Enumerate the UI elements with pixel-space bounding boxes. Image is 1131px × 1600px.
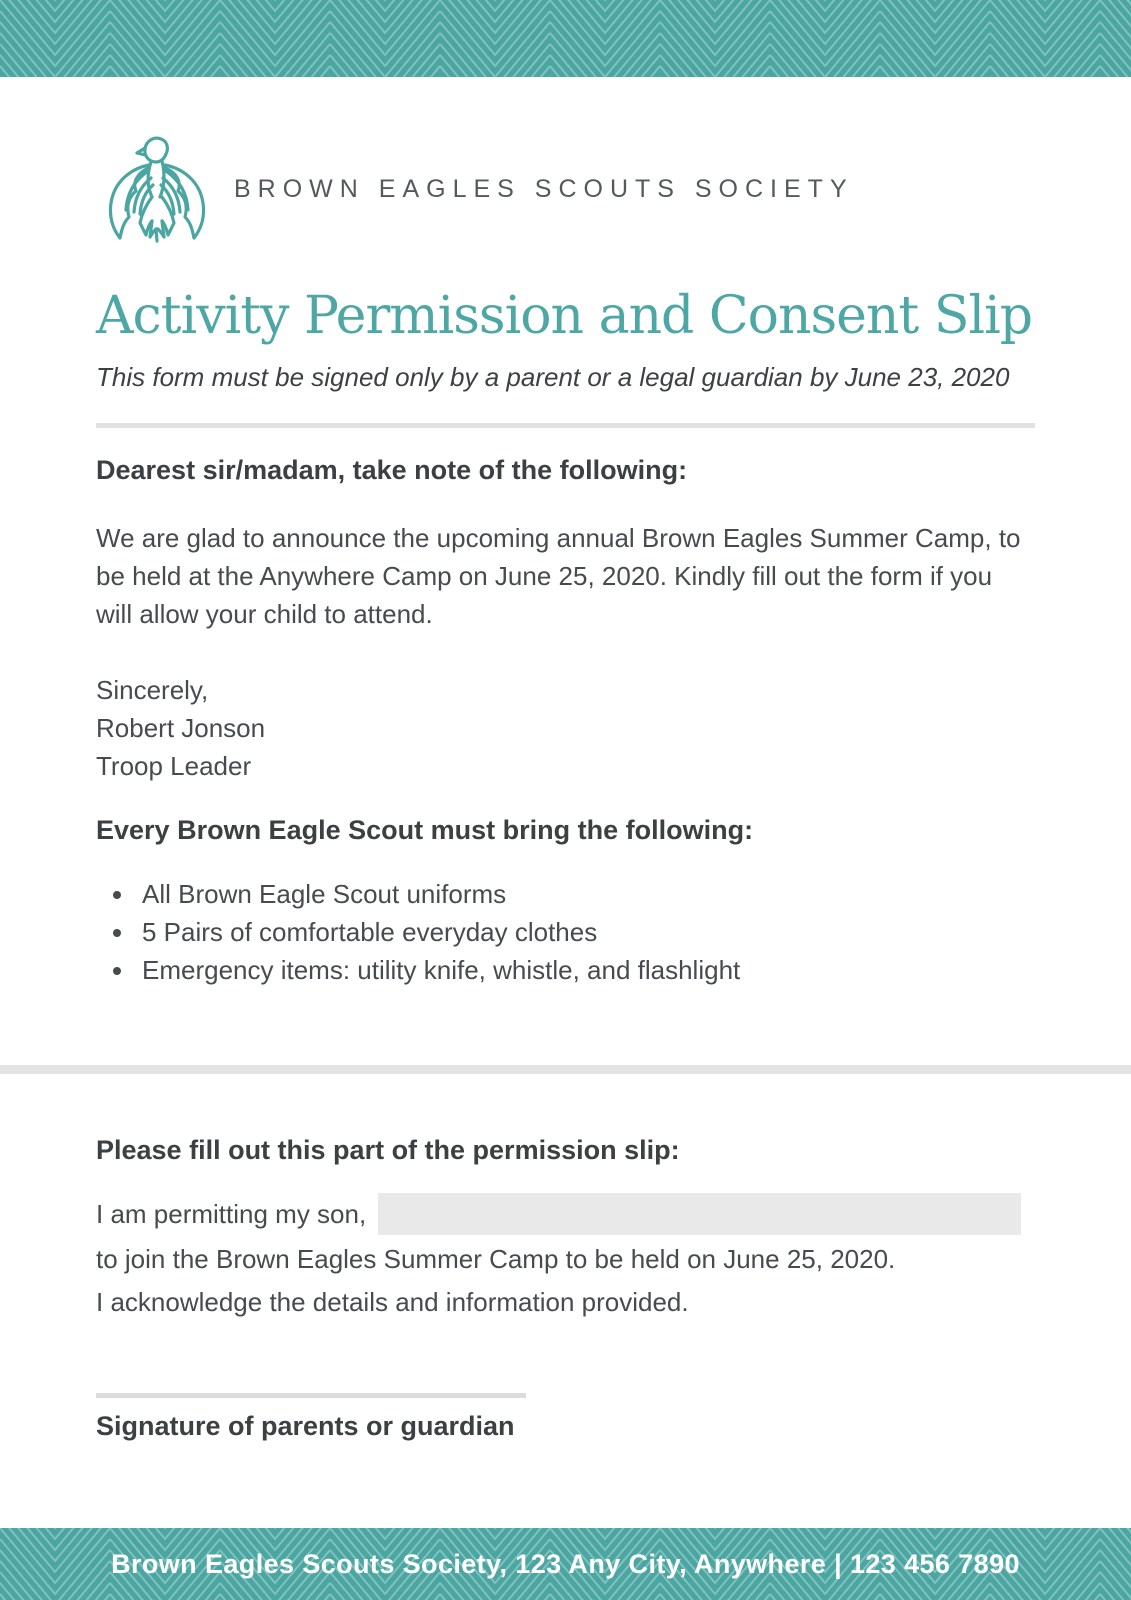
permission-line-3: I acknowledge the details and information provided. bbox=[96, 1286, 689, 1317]
eagle-icon bbox=[96, 131, 218, 247]
checklist-item: • Emergency items: utility knife, whistle, and flashlight bbox=[136, 951, 1035, 989]
form-section bbox=[0, 1074, 1131, 1441]
checklist-heading: Every Brown Eagle Scout must bring the following: bbox=[96, 814, 754, 845]
child-name-field[interactable] bbox=[378, 1193, 1021, 1235]
checklist-item: • 5 Pairs of comfortable everyday clothes bbox=[136, 913, 1035, 951]
footer-contact-text: Brown Eagles Scouts Society, 123 Any City, Anywhere | 123 456 7890 bbox=[111, 1548, 1020, 1579]
chevron-pattern bbox=[0, 0, 1131, 77]
notice-heading: Dearest sir/madam, take note of the following: bbox=[96, 454, 688, 485]
signature-label: Signature of parents or guardian bbox=[96, 1410, 515, 1441]
form-heading: Please fill out this part of the permission slip: bbox=[96, 1134, 680, 1165]
signature-line[interactable] bbox=[96, 1393, 526, 1398]
form-deadline-note: This form must be signed only by a parent or a legal guardian by June 23, 2020 bbox=[96, 361, 1010, 392]
permission-line-2: to join the Brown Eagles Summer Camp to be held on June 25, 2020. bbox=[96, 1243, 896, 1274]
title-block bbox=[0, 247, 1131, 989]
checklist-item: • All Brown Eagle Scout uniforms bbox=[136, 875, 1035, 913]
footer-band bbox=[0, 1528, 1131, 1600]
notice-body: We are glad to announce the upcoming annual Brown Eagles Summer Camp, to be held at the Anywhere Camp on June 25, 2020. Kindly fill out the form if you will allow your child to attend. bbox=[96, 522, 1021, 629]
closing-line-sincerely: Sincerely, bbox=[96, 674, 209, 705]
closing-line-name: Robert Jonson bbox=[96, 712, 266, 743]
closing-block bbox=[96, 671, 1035, 785]
permission-line-1 bbox=[96, 1193, 1035, 1235]
eagle-icon-svg bbox=[96, 131, 218, 247]
header-pattern-band bbox=[0, 0, 1131, 77]
checklist bbox=[96, 875, 1035, 989]
brand-name: BROWN EAGLES SCOUTS SOCIETY bbox=[234, 174, 854, 203]
brand-row bbox=[0, 131, 1131, 247]
page-title: Activity Permission and Consent Slip bbox=[96, 286, 1033, 346]
section-divider bbox=[96, 423, 1035, 428]
section-break-band bbox=[0, 1065, 1131, 1074]
closing-line-role: Troop Leader bbox=[96, 750, 252, 781]
permission-line-prefix: I am permitting my son, bbox=[96, 1198, 367, 1229]
